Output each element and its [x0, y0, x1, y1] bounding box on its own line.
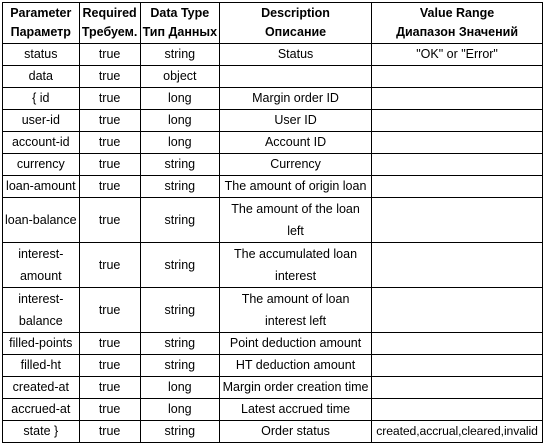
table-row	[3, 355, 543, 377]
range-cell: created,accrual,cleared,invalid	[372, 421, 543, 443]
range-cell	[372, 355, 543, 377]
range-cell	[372, 243, 543, 288]
type-cell: long	[140, 399, 219, 421]
param-cell: loan-amount	[3, 176, 80, 198]
description-cell: The accumulated loan interest	[220, 243, 372, 288]
header-row	[3, 3, 543, 44]
type-cell: string	[140, 154, 219, 176]
required-cell: true	[79, 154, 140, 176]
range-cell	[372, 198, 543, 243]
range-cell	[372, 288, 543, 333]
type-cell: long	[140, 88, 219, 110]
table-row	[3, 243, 543, 288]
description-cell: The amount of the loan left	[220, 198, 372, 243]
header-required: Required Требуем.	[79, 3, 140, 44]
table-row	[3, 154, 543, 176]
required-cell: true	[79, 66, 140, 88]
description-cell: Point deduction amount	[220, 333, 372, 355]
range-cell	[372, 377, 543, 399]
required-cell: true	[79, 132, 140, 154]
required-cell: true	[79, 110, 140, 132]
description-cell: User ID	[220, 110, 372, 132]
type-cell: long	[140, 377, 219, 399]
table-row	[3, 377, 543, 399]
table-row	[3, 399, 543, 421]
range-cell	[372, 154, 543, 176]
table-row	[3, 132, 543, 154]
table-row	[3, 176, 543, 198]
range-cell	[372, 176, 543, 198]
param-cell: state }	[3, 421, 80, 443]
required-cell: true	[79, 44, 140, 66]
type-cell: string	[140, 355, 219, 377]
type-cell: string	[140, 333, 219, 355]
description-cell	[220, 66, 372, 88]
description-cell: Margin order ID	[220, 88, 372, 110]
range-cell	[372, 110, 543, 132]
description-cell: Margin order creation time	[220, 377, 372, 399]
required-cell: true	[79, 198, 140, 243]
param-cell: user-id	[3, 110, 80, 132]
required-cell: true	[79, 88, 140, 110]
header-data-type: Data Type Тип Данных	[140, 3, 219, 44]
type-cell: string	[140, 44, 219, 66]
param-cell: created-at	[3, 377, 80, 399]
type-cell: string	[140, 288, 219, 333]
type-cell: string	[140, 198, 219, 243]
description-cell: Account ID	[220, 132, 372, 154]
parameter-table	[2, 2, 543, 443]
required-cell: true	[79, 355, 140, 377]
param-cell: data	[3, 66, 80, 88]
table-row	[3, 44, 543, 66]
table-row	[3, 421, 543, 443]
range-cell	[372, 399, 543, 421]
param-cell: accrued-at	[3, 399, 80, 421]
type-cell: object	[140, 66, 219, 88]
description-cell: Order status	[220, 421, 372, 443]
header-description: Description Описание	[220, 3, 372, 44]
required-cell: true	[79, 333, 140, 355]
type-cell: long	[140, 110, 219, 132]
description-cell: Status	[220, 44, 372, 66]
range-cell	[372, 333, 543, 355]
type-cell: string	[140, 176, 219, 198]
param-cell: status	[3, 44, 80, 66]
range-cell	[372, 88, 543, 110]
required-cell: true	[79, 399, 140, 421]
type-cell: string	[140, 421, 219, 443]
description-cell: The amount of origin loan	[220, 176, 372, 198]
table-row	[3, 88, 543, 110]
type-cell: long	[140, 132, 219, 154]
param-cell: { id	[3, 88, 80, 110]
header-value-range: Value Range Диапазон Значений	[372, 3, 543, 44]
param-cell: loan-balance	[3, 198, 80, 243]
description-cell: Latest accrued time	[220, 399, 372, 421]
table-row	[3, 333, 543, 355]
param-cell: filled-ht	[3, 355, 80, 377]
description-cell: Currency	[220, 154, 372, 176]
description-cell: HT deduction amount	[220, 355, 372, 377]
table-row	[3, 110, 543, 132]
required-cell: true	[79, 176, 140, 198]
table-row	[3, 288, 543, 333]
type-cell: string	[140, 243, 219, 288]
required-cell: true	[79, 288, 140, 333]
param-cell: filled-points	[3, 333, 80, 355]
param-cell: interest-amount	[3, 243, 80, 288]
header-parameter: Parameter Параметр	[3, 3, 80, 44]
table-row	[3, 198, 543, 243]
param-cell: account-id	[3, 132, 80, 154]
required-cell: true	[79, 243, 140, 288]
table-row	[3, 66, 543, 88]
param-cell: interest-balance	[3, 288, 80, 333]
param-cell: currency	[3, 154, 80, 176]
range-cell	[372, 132, 543, 154]
description-cell: The amount of loan interest left	[220, 288, 372, 333]
required-cell: true	[79, 377, 140, 399]
required-cell: true	[79, 421, 140, 443]
range-cell	[372, 66, 543, 88]
range-cell: "OK" or "Error"	[372, 44, 543, 66]
